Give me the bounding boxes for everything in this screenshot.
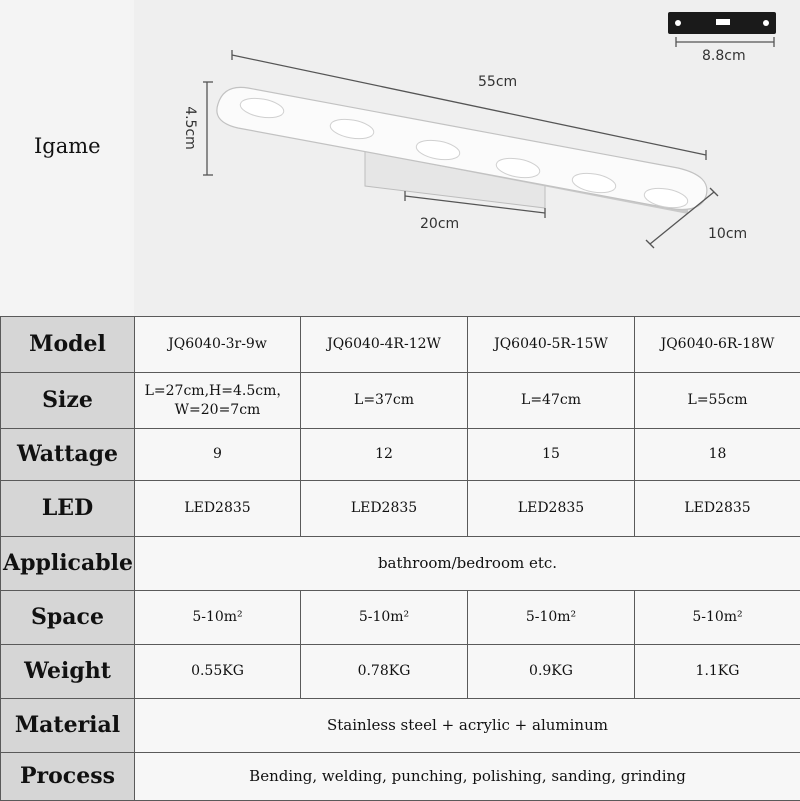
row-label-size: Size xyxy=(1,373,135,429)
product-image-area xyxy=(0,0,800,316)
table-cell: L=37cm xyxy=(301,373,468,429)
table-cell: 18 xyxy=(635,429,800,481)
table-cell: LED2835 xyxy=(468,481,635,537)
table-cell: JQ6040-4R-12W xyxy=(301,317,468,373)
table-cell: LED2835 xyxy=(135,481,301,537)
length-label: 55cm xyxy=(478,74,517,90)
bracket-label: 8.8cm xyxy=(702,48,746,64)
table-cell: 5-10m² xyxy=(635,591,800,645)
height-label: 4.5cm xyxy=(182,106,198,150)
table-row xyxy=(1,373,800,429)
table-cell: 9 xyxy=(135,429,301,481)
table-cell: JQ6040-3r-9w xyxy=(135,317,301,373)
table-cell: 0.55KG xyxy=(135,645,301,699)
table-cell: JQ6040-6R-18W xyxy=(635,317,800,373)
table-cell: 5-10m² xyxy=(135,591,301,645)
table-cell: 0.9KG xyxy=(468,645,635,699)
product-drawing xyxy=(0,0,800,316)
table-cell: 5-10m² xyxy=(301,591,468,645)
table-cell: LED2835 xyxy=(301,481,468,537)
table-cell: L=55cm xyxy=(635,373,800,429)
table-row xyxy=(1,591,800,645)
table-row xyxy=(1,537,800,591)
table-cell: 15 xyxy=(468,429,635,481)
table-row xyxy=(1,317,800,373)
table-cell: 0.78KG xyxy=(301,645,468,699)
table-cell: bathroom/bedroom etc. xyxy=(135,537,800,591)
table-row xyxy=(1,481,800,537)
table-cell: 5-10m² xyxy=(468,591,635,645)
row-label-weight: Weight xyxy=(1,645,135,699)
row-label-wattage: Wattage xyxy=(1,429,135,481)
table-row xyxy=(1,753,800,801)
table-cell: L=27cm,H=4.5cm，W=20=7cm xyxy=(135,373,301,429)
table-cell: Bending, welding, punching, polishing, sanding, grinding xyxy=(135,753,800,801)
table-cell: L=47cm xyxy=(468,373,635,429)
row-label-material: Material xyxy=(1,699,135,753)
row-label-process: Process xyxy=(1,753,135,801)
table-row xyxy=(1,645,800,699)
row-label-led: LED xyxy=(1,481,135,537)
table-cell: 1.1KG xyxy=(635,645,800,699)
row-label-model: Model xyxy=(1,317,135,373)
brand-label: Igame xyxy=(34,134,101,158)
table-row xyxy=(1,429,800,481)
spec-table xyxy=(0,316,800,801)
table-cell: LED2835 xyxy=(635,481,800,537)
base-label: 20cm xyxy=(420,216,459,232)
row-label-applicable: Applicable xyxy=(1,537,135,591)
table-cell: Stainless steel + acrylic + aluminum xyxy=(135,699,800,753)
row-label-space: Space xyxy=(1,591,135,645)
table-row xyxy=(1,699,800,753)
depth-label: 10cm xyxy=(708,226,747,242)
table-cell: JQ6040-5R-15W xyxy=(468,317,635,373)
table-cell: 12 xyxy=(301,429,468,481)
